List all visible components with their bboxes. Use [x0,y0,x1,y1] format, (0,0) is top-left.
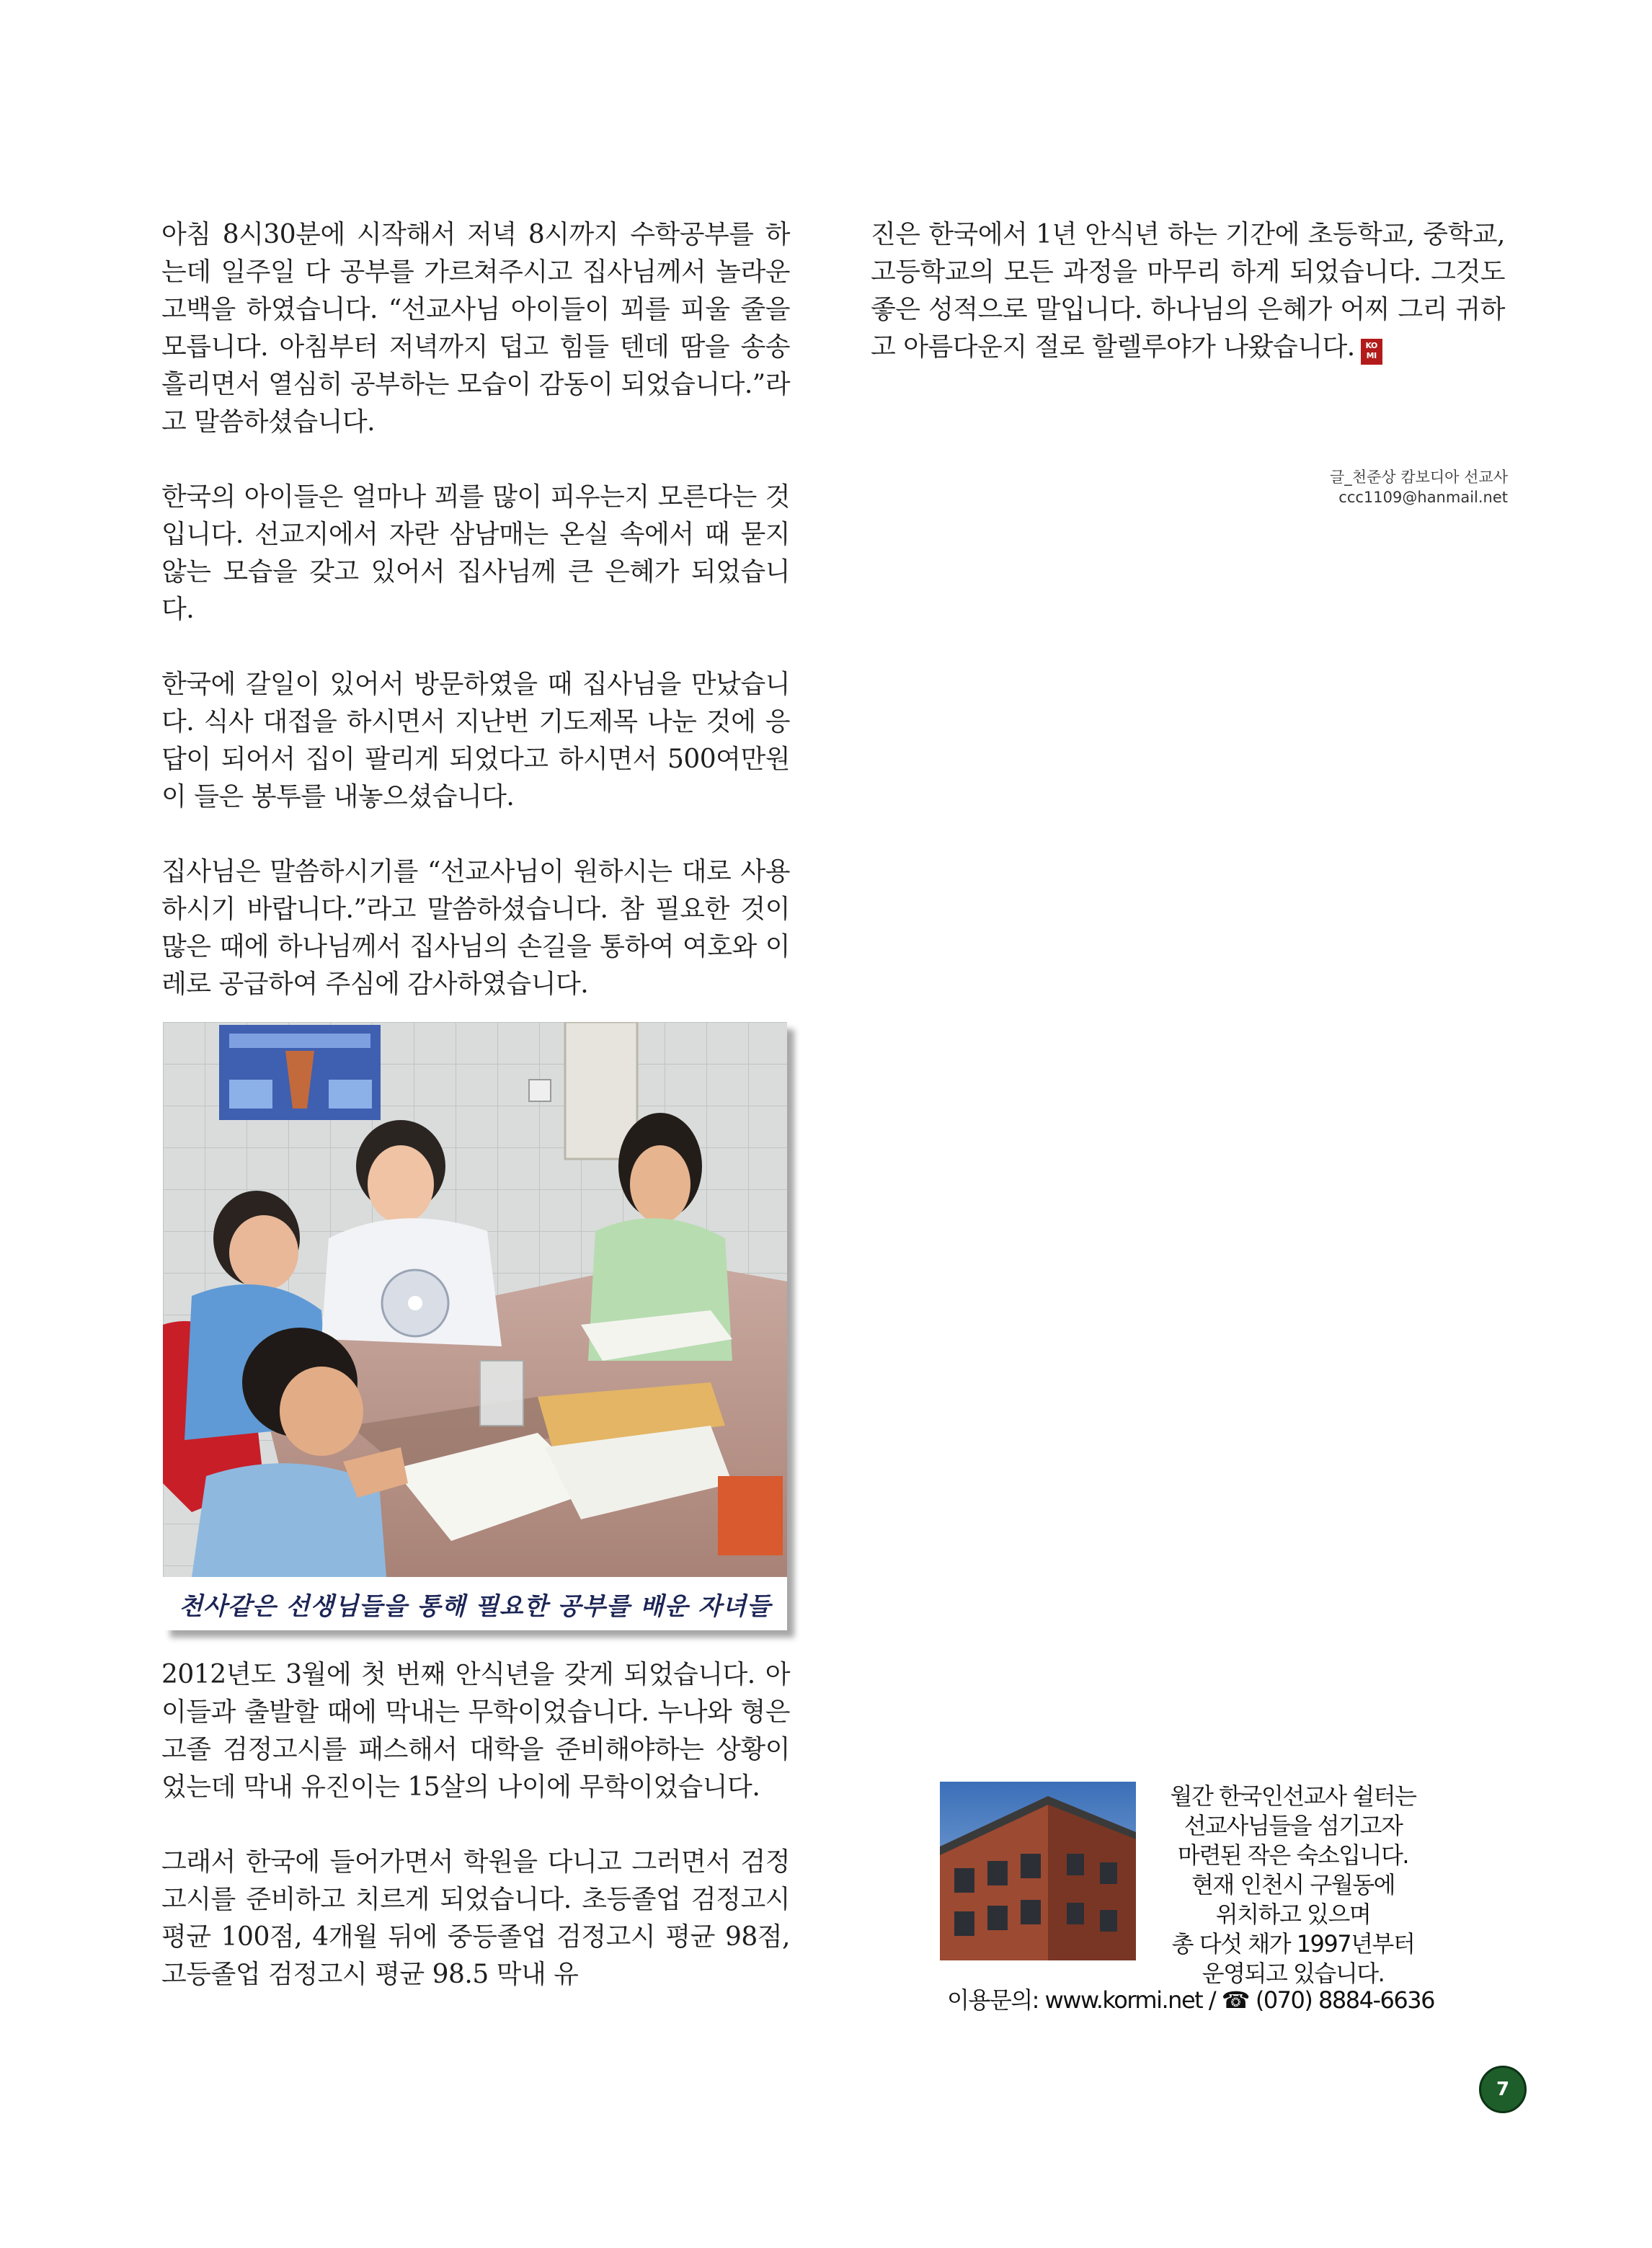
paragraph-text: 진은 한국에서 1년 안식년 하는 기간에 초등학교, 중학교, 고등학교의 모든 과정을 마무리 하게 되었습니다. 그것도 좋은 성적으로 말입니다. 하나님의 은혜가 어찌 그리 귀하고 아름다운지 절로 할렐루야가 나왔습니다. [871,220,1505,362]
page-number-badge: 7 [1479,2066,1527,2113]
contact-label: 이용문의: [947,1986,1039,2014]
paragraph: 한국에 갈일이 있어서 방문하였을 때 집사님을 만났습니다. 식사 대접을 하시면서 지난번 기도제목 나눈 것에 응답이 되어서 집이 팔리게 되었다고 하시면서 500여만원이 들은 봉투를 내놓으셨습니다. [161,670,790,812]
photo-caption: 천사같은 선생님들을 통해 필요한 공부를 배운 자녀들 [179,1591,771,1621]
phone-number: (070) 8884-6636 [1255,1986,1434,2014]
phone-icon: ☎ [1221,1986,1250,2014]
paragraph: 아침 8시30분에 시작해서 저녁 8시까지 수학공부를 하는데 일주일 다 공부를 가르쳐주시고 집사님께서 놀라운 고백을 하였습니다. “선교사님 아이들이 꾀를 피울 줄을 모릅니다. 아침부터 저녁까지 덥고 힘들 텐데 땀을 송송 흘리면서 열심히 공부하는 모습이 감동이 되었습니다.”라고 말씀하셨습니다. [161,220,790,437]
guesthouse-ad [940,1782,1444,2041]
article-photo [163,1022,787,1630]
ad-description [1149,1782,1437,1989]
author-name: 글_천준상 캄보디아 선교사 [1330,468,1508,486]
paragraph: 집사님은 말씀하시기를 “선교사님이 원하시는 대로 사용하시기 바랍니다.”라고 말씀하셨습니다. 참 필요한 것이 많은 때에 하나님께서 집사님의 손길을 통하여 여호와 이레로 공급하여 주심에 감사하였습니다. [161,857,790,999]
ad-line: 월간 한국인선교사 쉴터는 [1170,1782,1416,1810]
paragraph [871,216,1505,366]
paragraph: 그래서 한국에 들어가면서 학원을 다니고 그러면서 검정고시를 준비하고 치르게 되었습니다. 초등졸업 검정고시 평균 100점, 4개월 뒤에 중등졸업 검정고시 평균 98점,고등졸업 검정고시 평균 98.5 막내 유 [161,1847,790,1989]
ad-line: 현재 인천시 구월동에 [1191,1871,1395,1898]
article-left-column-bottom [161,1656,790,1994]
author-credit [1330,467,1508,507]
paragraph: 한국의 아이들은 얼마나 꾀를 많이 피우는지 모른다는 것입니다. 선교지에서 자란 삼남매는 온실 속에서 때 묻지 않는 모습을 갖고 있어서 집사님께 큰 은혜가 되었습니다. [161,482,790,624]
author-email: ccc1109@hanmail.net [1338,489,1508,506]
article-left-column [161,216,790,1003]
ad-line: 마련된 작은 숙소입니다. [1177,1842,1409,1869]
ad-contact [947,1982,1444,2015]
article-right-column [871,216,1505,366]
ad-line: 선교사님들을 섬기고자 [1184,1812,1403,1839]
website-link[interactable]: www.kormi.net / [1044,1986,1216,2014]
guesthouse-photo [940,1782,1136,1960]
ad-line: 총 다섯 채가 1997년부터 [1171,1930,1415,1958]
children-studying-photo [163,1022,787,1577]
ad-line: 위치하고 있으며 [1215,1901,1371,1928]
komi-end-mark-icon: KO MI [1361,339,1382,365]
ad-line: 운영되고 있습니다. [1202,1960,1385,1987]
paragraph: 2012년도 3월에 첫 번째 안식년을 갖게 되었습니다. 아이들과 출발할 때에 막내는 무학이었습니다. 누나와 형은 고졸 검정고시를 패스해서 대학을 준비해야하는 상황이었는데 막내 유진이는 15살의 나이에 무학이었습니다. [161,1660,790,1802]
